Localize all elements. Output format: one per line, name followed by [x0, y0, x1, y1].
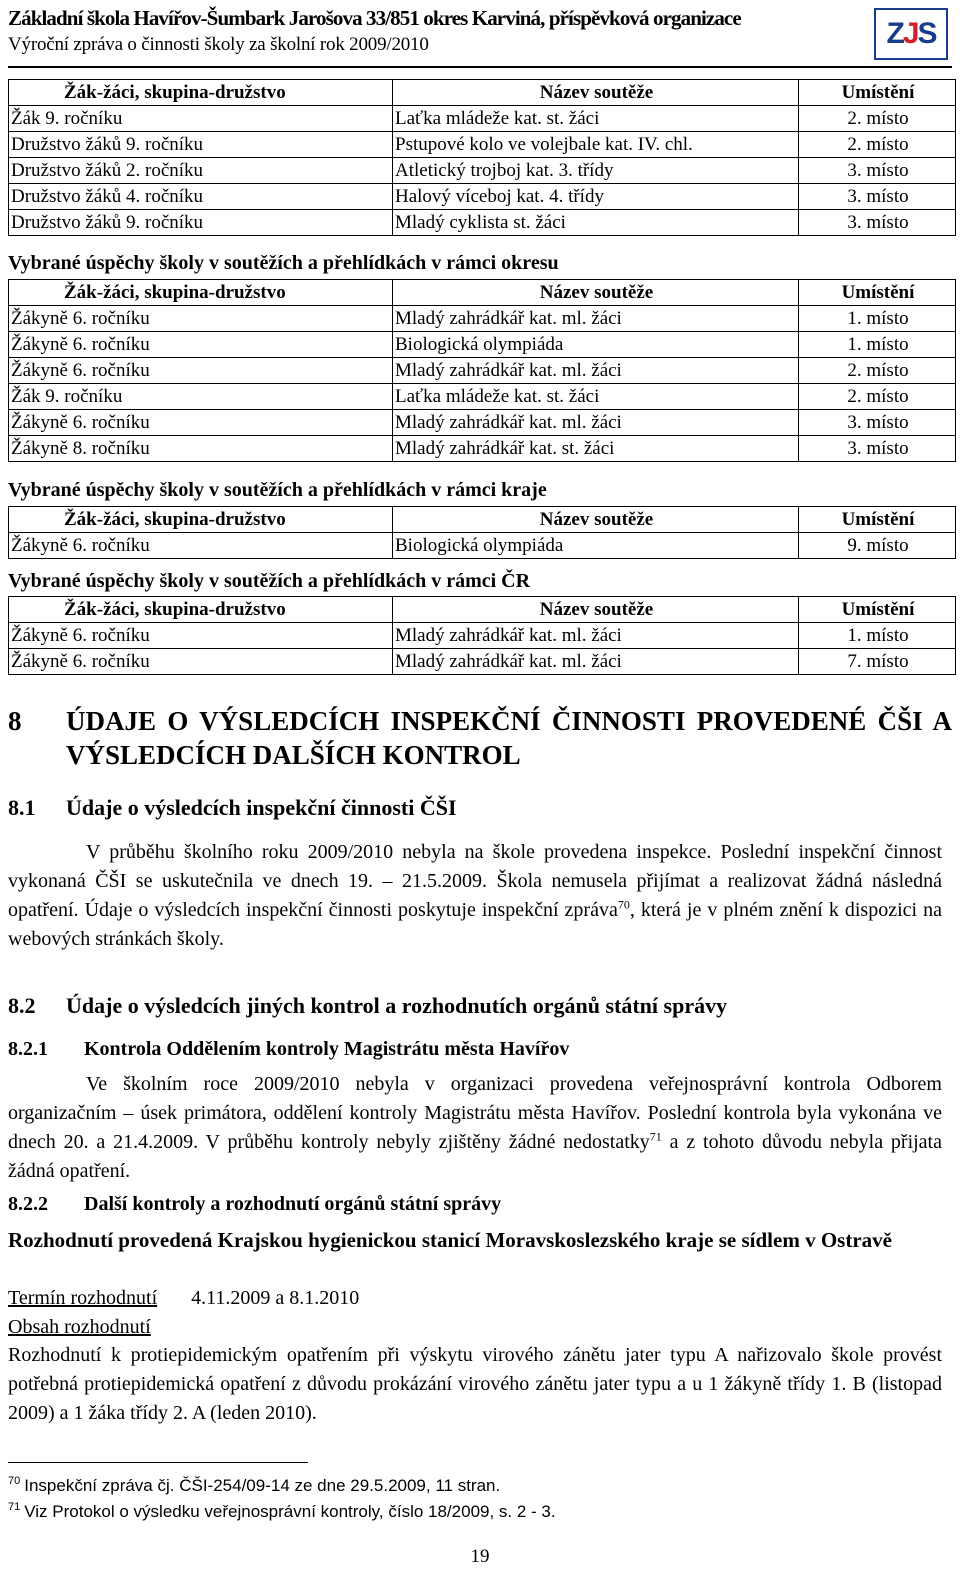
term-label: Termín rozhodnutí [8, 1287, 158, 1309]
table-header-row [9, 80, 956, 106]
cell-student: Družstvo žáků 9. ročníku [9, 210, 393, 236]
section-heading-8-2-2 [8, 1193, 501, 1216]
cell-competition: Mladý zahrádkář kat. ml. žáci [393, 623, 799, 649]
cell-student: Žákyně 6. ročníku [9, 332, 393, 358]
school-logo: ZJS [874, 8, 948, 60]
section-title: Další kontroly a rozhodnutí orgánů státní správy [84, 1193, 502, 1215]
table-row [9, 436, 956, 462]
table-row [9, 306, 956, 332]
cell-competition: Mladý zahrádkář kat. ml. žáci [393, 306, 799, 332]
footnote-70: $^{70}$ Inspekční zpráva čj. ČŠI-254/09-14 ze dne 29.5.2009, 11 stran. [8, 1475, 501, 1495]
table-row [9, 184, 956, 210]
table-header-row [9, 507, 956, 533]
cell-placement: 3. místo [799, 184, 956, 210]
cell-competition: Mladý zahrádkář kat. ml. žáci [393, 649, 799, 675]
section-title: Kontrola Oddělením kontroly Magistrátu města Havířov [84, 1038, 570, 1060]
section-heading-8-1 [8, 795, 457, 821]
chapter-title: ÚDAJE O VÝSLEDCÍCH INSPEKČNÍ ČINNOSTI PROVEDENÉ ČŠI A VÝSLEDCÍCH DALŠÍCH KONTROL [66, 706, 952, 770]
cell-competition: Halový víceboj kat. 4. třídy [393, 184, 799, 210]
paragraph-magistrate-control: Ve školním roce 2009/2010 nebyla v organizaci provedena veřejnosprávní kontrola Odborem organizačním – úsek primátora, oddělení kontroly Magistrátu města Havířov. Poslední kontrola byla vykonána ve dnech 20. a 21.4.2009. V průběhu kontroly nebyly zjištěny žádné nedostatky$^{71}$ a z tohoto důvodu nebyla přijata žádná opatření. [8, 1073, 942, 1182]
cell-competition: Mladý zahrádkář kat. st. žáci [393, 436, 799, 462]
cell-competition: Mladý zahrádkář kat. ml. žáci [393, 358, 799, 384]
cell-placement: 3. místo [799, 436, 956, 462]
cell-student: Žákyně 6. ročníku [9, 533, 393, 559]
table-row [9, 410, 956, 436]
section-number: 8.1 [8, 795, 36, 820]
cell-competition: Laťka mládeže kat. st. žáci [393, 106, 799, 132]
awards-table-city [8, 79, 956, 236]
paragraph-inspection: V průběhu školního roku 2009/2010 nebyla na škole provedena inspekce. Poslední inspekční činnost vykonaná ČŠI se uskutečnila ve dnech 19. – 21.5.2009. Škola nemusela přijímat a realizovat žádná následná opatření. Údaje o výsledcích inspekční činnosti poskytuje inspekční zpráva$^{70}$, která je v plném znění k dispozici na webových stránkách školy. [8, 841, 942, 950]
cell-competition: Mladý zahrádkář kat. ml. žáci [393, 410, 799, 436]
cell-placement: 1. místo [799, 332, 956, 358]
cell-competition: Atletický trojboj kat. 3. třídy [393, 158, 799, 184]
cell-placement: 2. místo [799, 106, 956, 132]
cell-competition: Mladý cyklista st. žáci [393, 210, 799, 236]
footnote-ref: 70 [617, 897, 630, 912]
term-value: 4.11.2009 a 8.1.2010 [191, 1287, 360, 1309]
section-title: Údaje o výsledcích inspekční činnosti ČŠI [66, 795, 457, 820]
cell-student: Družstvo žáků 9. ročníku [9, 132, 393, 158]
table-row [9, 358, 956, 384]
cell-student: Družstvo žáků 2. ročníku [9, 158, 393, 184]
cell-placement: 2. místo [799, 384, 956, 410]
table-row [9, 332, 956, 358]
cell-placement: 2. místo [799, 132, 956, 158]
decision-content-text: Rozhodnutí k protiepidemickým opatřením při výskytu virového zánětu jater typu A nařizovalo škole provést potřebná protiepidemická opatření z důvodu prokázání virového zánětu jater typu a u 1 žákyně třídy 1. B (listopad 2009) a 1 žáka třídy 2. A (leden 2010). [8, 1344, 942, 1424]
cell-student: Žákyně 6. ročníku [9, 358, 393, 384]
cell-competition: Biologická olympiáda [393, 332, 799, 358]
column-header-student: Žák-žáci, skupina-družstvo [9, 507, 393, 533]
section-title-cr: Vybrané úspěchy školy v soutěžích a přehlídkách v rámci ČR [8, 570, 531, 592]
section-number: 8.2.2 [8, 1193, 48, 1215]
table-row [9, 158, 956, 184]
decision-title: Rozhodnutí provedená Krajskou hygienickou stanicí Moravskoslezského kraje se sídlem v Ostravě [8, 1228, 892, 1252]
decision-content-label: Obsah rozhodnutí [8, 1316, 151, 1338]
cell-student: Žákyně 6. ročníku [9, 649, 393, 675]
footnote-71: $^{71}$ Viz Protokol o výsledku veřejnosprávní kontroly, číslo 18/2009, s. 2 - 3. [8, 1501, 556, 1521]
awards-table-kraj [8, 506, 956, 559]
cell-student: Žák 9. ročníku [9, 384, 393, 410]
section-title-kraj: Vybrané úspěchy školy v soutěžích a přehlídkách v rámci kraje [8, 479, 547, 501]
table-body [9, 623, 956, 675]
cell-placement: 2. místo [799, 358, 956, 384]
page-header [8, 4, 952, 68]
footnote-ref: 71 [649, 1129, 662, 1144]
cell-placement: 3. místo [799, 210, 956, 236]
table-header-row [9, 280, 956, 306]
cell-student: Žákyně 8. ročníku [9, 436, 393, 462]
table-row [9, 384, 956, 410]
header-divider [8, 66, 952, 68]
table-row [9, 132, 956, 158]
cell-placement: 1. místo [799, 306, 956, 332]
section-title: Údaje o výsledcích jiných kontrol a rozhodnutích orgánů státní správy [66, 993, 728, 1018]
table-row [9, 623, 956, 649]
cell-competition: Biologická olympiáda [393, 533, 799, 559]
column-header-placement: Umístění [799, 80, 956, 106]
table-row [9, 649, 956, 675]
table-body [9, 306, 956, 462]
cell-student: Žákyně 6. ročníku [9, 623, 393, 649]
cell-student: Družstvo žáků 4. ročníku [9, 184, 393, 210]
school-name: Základní škola Havířov-Šumbark Jarošova 33/851 okres Karviná, příspěvková organizace [8, 6, 741, 30]
awards-table-okres [8, 279, 956, 462]
table-header-row [9, 597, 956, 623]
section-number: 8.2 [8, 993, 36, 1018]
cell-student: Žák 9. ročníku [9, 106, 393, 132]
table-row [9, 106, 956, 132]
column-header-student: Žák-žáci, skupina-družstvo [9, 80, 393, 106]
table-body [9, 533, 956, 559]
table-row [9, 210, 956, 236]
report-title: Výroční zpráva o činnosti školy za školní rok 2009/2010 [8, 34, 429, 55]
page-number: 19 [470, 1546, 490, 1567]
chapter-number: 8 [8, 706, 22, 736]
table-row [9, 533, 956, 559]
awards-table-cr [8, 596, 956, 675]
column-header-competition: Název soutěže [393, 597, 799, 623]
table-body [9, 106, 956, 236]
footnote-divider [8, 1462, 308, 1463]
column-header-placement: Umístění [799, 280, 956, 306]
column-header-competition: Název soutěže [393, 507, 799, 533]
column-header-placement: Umístění [799, 507, 956, 533]
section-title-okres: Vybrané úspěchy školy v soutěžích a přehlídkách v rámci okresu [8, 252, 559, 274]
cell-placement: 9. místo [799, 533, 956, 559]
column-header-placement: Umístění [799, 597, 956, 623]
column-header-student: Žák-žáci, skupina-družstvo [9, 280, 393, 306]
cell-placement: 1. místo [799, 623, 956, 649]
cell-student: Žákyně 6. ročníku [9, 410, 393, 436]
section-heading-8-2 [8, 993, 727, 1019]
column-header-competition: Název soutěže [393, 280, 799, 306]
column-header-competition: Název soutěže [393, 80, 799, 106]
cell-competition: Laťka mládeže kat. st. žáci [393, 384, 799, 410]
cell-student: Žákyně 6. ročníku [9, 306, 393, 332]
cell-competition: Pstupové kolo ve volejbale kat. IV. chl. [393, 132, 799, 158]
section-heading-8-2-1 [8, 1038, 569, 1061]
section-number: 8.2.1 [8, 1038, 48, 1060]
cell-placement: 7. místo [799, 649, 956, 675]
cell-placement: 3. místo [799, 158, 956, 184]
decision-term [8, 1284, 942, 1313]
cell-placement: 3. místo [799, 410, 956, 436]
column-header-student: Žák-žáci, skupina-družstvo [9, 597, 393, 623]
